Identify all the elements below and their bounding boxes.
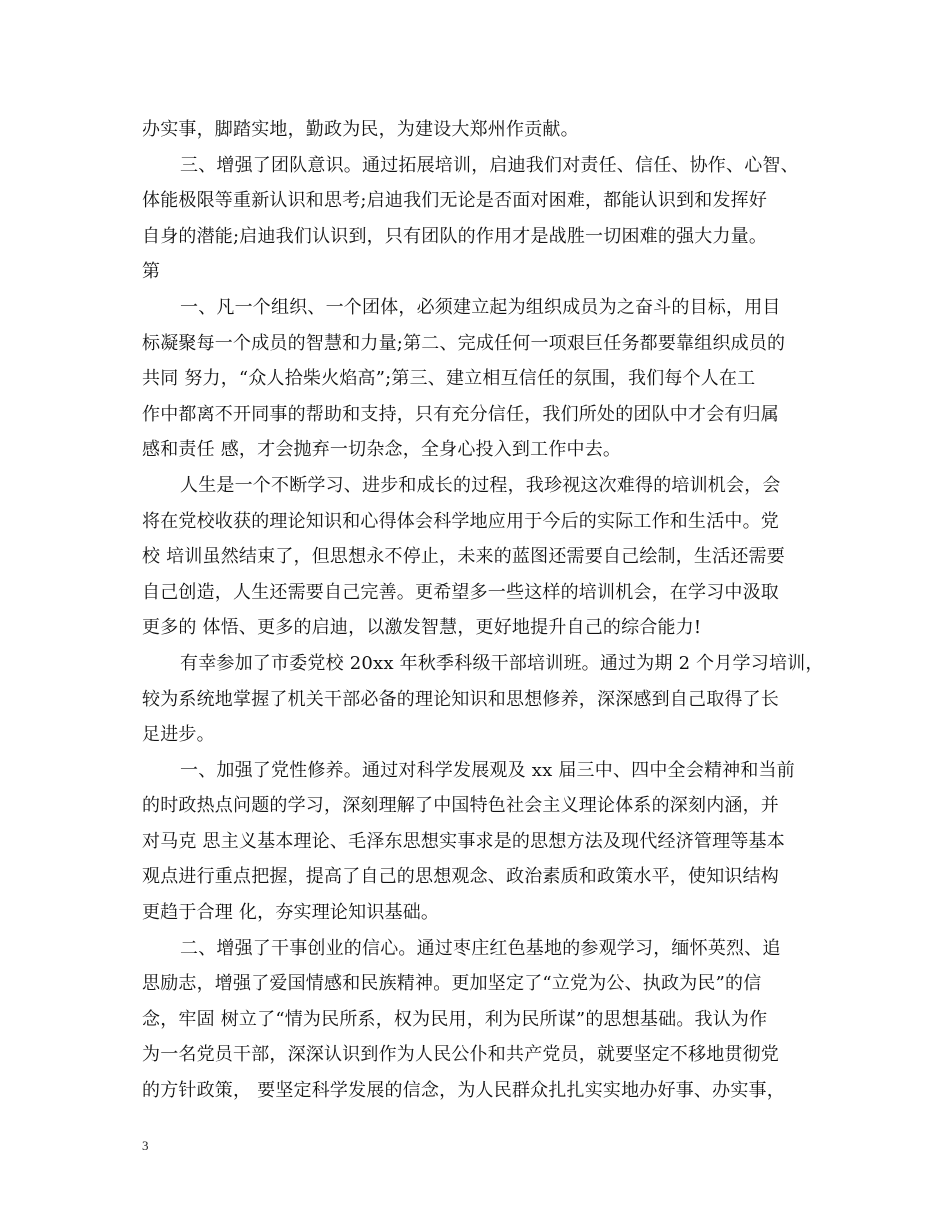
text-line: 校 培训虽然结束了，但思想永不停止，未来的蓝图还需要自己绘制，生活还需要 [142, 546, 785, 568]
text-line: 较为系统地掌握了机关干部必备的理论知识和思想修养，深深感到自己取得了长 [142, 688, 779, 710]
text-line: 的方针政策， 要坚定科学发展的信念，为人民群众扎扎实实地办好事、办实事， [142, 1080, 785, 1102]
text-line: 更多的 体悟、更多的启迪，以激发智慧，更好地提升自己的综合能力! [142, 617, 702, 639]
text-line: 思励志，增强了爱国情感和民族精神。更加坚定了“立党为公、执政为民”的信 [142, 973, 762, 995]
text-line: 感和责任 感，才会抛弃一切杂念，全身心投入到工作中去。 [142, 439, 622, 461]
text-line: 共同 努力，“众人拾柴火焰高”;第三、建立相互信任的氛围，我们每个人在工 [142, 368, 756, 390]
text-line: 第 [142, 261, 161, 283]
text-line: 标凝聚每一个成员的智慧和力量;第二、完成任何一项艰巨任务都要靠组织成员的 [142, 332, 786, 354]
text-line: 作中都离不开同事的帮助和支持，只有充分信任，我们所处的团队中才会有归属 [142, 403, 779, 425]
text-line: 更趋于合理 化，夯实理论知识基础。 [142, 902, 440, 924]
text-line: 为一名党员干部，深深认识到作为人民公仆和共产党员，就要坚定不移地贯彻党 [142, 1044, 779, 1066]
text-line: 自己创造，人生还需要自己完善。更希望多一些这样的培训机会，在学习中汲取 [142, 581, 779, 603]
text-line: 体能极限等重新认识和思考;启迪我们无论是否面对困难，都能认识到和发挥好 [142, 190, 768, 212]
paragraph-start-line: 一、加强了党性修养。通过对科学发展观及 xx 届三中、四中全会精神和当前 [180, 759, 795, 781]
paragraph-start-line: 三、增强了团队意识。通过拓展培训，启迪我们对责任、信任、协作、心智、 [180, 154, 799, 176]
document-body [142, 112, 822, 1109]
text-line: 将在党校收获的理论知识和心得体会科学地应用于今后的实际工作和生活中。党 [142, 510, 779, 532]
paragraph-start-line: 二、增强了干事创业的信心。通过枣庄红色基地的参观学习，缅怀英烈、追 [180, 937, 781, 959]
paragraph-start-line: 人生是一个不断学习、进步和成长的过程，我珍视这次难得的培训机会，会 [180, 474, 781, 496]
text-line: 办实事，脚踏实地，勤政为民，为建设大郑州作贡献。 [142, 119, 579, 140]
paragraph-start-line: 有幸参加了市委党校 20xx 年秋季科级干部培训班。通过为期 2 个月学习培训， [180, 652, 824, 674]
text-line: 足进步。 [142, 724, 215, 746]
text-line: 观点进行重点把握，提高了自己的思想观念、政治素质和政策水平，使知识结构 [142, 866, 779, 888]
page-number: 3 [142, 1138, 149, 1153]
text-line: 念，牢固 树立了“情为民所系，权为民用，利为民所谋”的思想基础。我认为作 [142, 1008, 768, 1030]
paragraph-start-line: 一、凡一个组织、一个团体，必须建立起为组织成员为之奋斗的目标，用目 [180, 296, 781, 318]
text-line: 对马克 思主义基本理论、毛泽东思想实事求是的思想方法及现代经济管理等基本 [142, 830, 785, 852]
text-line: 自身的潜能;启迪我们认识到，只有团队的作用才是战胜一切困难的强大力量。 [142, 225, 768, 247]
text-line: 的时政热点问题的学习，深刻理解了中国特色社会主义理论体系的深刻内涵，并 [142, 795, 779, 817]
